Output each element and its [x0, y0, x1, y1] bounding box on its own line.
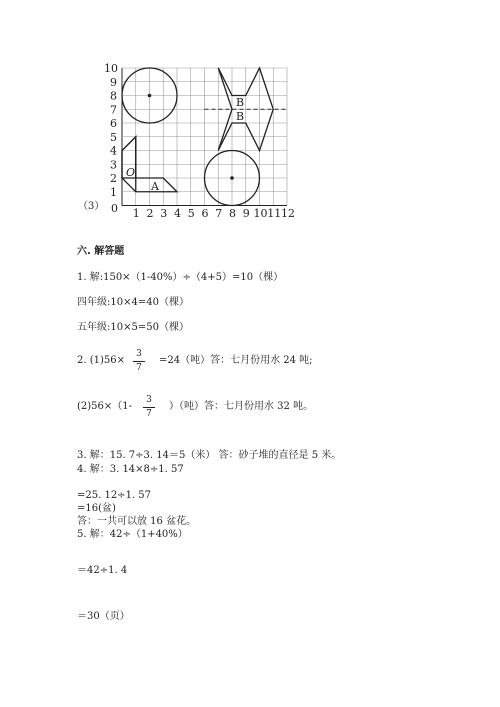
q2-fraction-1-denominator: 7 — [136, 363, 142, 373]
q1-line-1: 1. 解:150×（1-40%）÷（4+5）=10（棵） — [77, 272, 284, 283]
x-tick-label: 6 — [201, 207, 209, 220]
x-tick-label: 1 — [132, 207, 140, 220]
x-tick-label: 12 — [281, 207, 295, 220]
x-tick-label: 4 — [174, 207, 181, 220]
q2-fraction-2-numerator: 3 — [146, 395, 152, 405]
x-tick-label: 11 — [267, 207, 282, 220]
q3-line-1: 3. 解：15. 7÷3. 14＝5（米） 答：砂子堆的直径是 5 米。 — [77, 450, 342, 461]
x-tick-label: 7 — [215, 207, 223, 220]
q2-line-1-post: =24（吨）答：七月份用水 24 吨; — [159, 355, 313, 366]
x-tick-label: 3 — [160, 207, 168, 220]
section-title: 六. 解答题 — [77, 246, 125, 257]
q2-fraction-2 — [143, 395, 155, 420]
y-tick-label: 1 — [110, 185, 117, 199]
geometry-figure — [0, 0, 500, 230]
q2-fraction-2-denominator: 7 — [146, 409, 152, 419]
y-tick-label: 3 — [110, 158, 117, 172]
q2-line-1-pre: 2. (1)56× — [77, 355, 125, 366]
circle-top-center — [148, 94, 152, 98]
y-tick-label: 10 — [104, 62, 118, 75]
y-tick-label: 7 — [110, 103, 117, 117]
y-tick-label: 2 — [110, 172, 117, 185]
q4-line-2: =25. 12÷1. 57 — [77, 490, 152, 501]
q2-fraction-1-numerator: 3 — [136, 349, 142, 359]
q4-line-3: =16(盆) — [77, 503, 116, 514]
y-tick-label: 4 — [110, 144, 117, 158]
y-tick-label: 9 — [110, 75, 117, 89]
y-tick-label: 8 — [110, 89, 117, 103]
q5-line-1: 5. 解：42÷（1+40%） — [77, 529, 188, 540]
q2-line-2-post: ）（吨）答：七月份用水 32 吨。 — [169, 401, 314, 412]
label-b-lower: B — [236, 110, 245, 123]
q1-line-2: 四年级:10×4=40（棵） — [77, 297, 189, 308]
label-b-upper: B — [236, 96, 245, 109]
q4-line-4: 答：一共可以放 16 盆花。 — [77, 516, 197, 527]
q2-line-2-pre: (2)56×（1- — [77, 401, 133, 412]
y-axis-ticks — [104, 62, 118, 199]
y-tick-label: 5 — [110, 130, 117, 144]
x-tick-label: 5 — [187, 207, 195, 220]
q1-line-3: 五年级:10×5=50（棵） — [77, 322, 189, 333]
x-tick-label: 8 — [229, 207, 236, 220]
x-tick-label: 2 — [146, 207, 154, 220]
circle-bottom-center — [230, 176, 234, 180]
q5-line-2: ＝42÷1. 4 — [77, 565, 128, 576]
q2-fraction-1 — [133, 349, 145, 374]
q5-line-3: ＝30（页） — [77, 611, 130, 622]
x-tick-label: 10 — [253, 207, 268, 220]
grid — [122, 68, 287, 206]
label-a: A — [151, 180, 159, 193]
x-tick-label: 9 — [242, 207, 250, 220]
q4-line-1: 4. 解：3. 14×8÷1. 57 — [77, 464, 184, 475]
origin-label: 0 — [111, 202, 118, 215]
x-axis-ticks — [133, 207, 295, 220]
figure-number-label: （3） — [78, 201, 105, 212]
y-tick-label: 6 — [110, 117, 117, 130]
label-o: O — [126, 166, 136, 179]
